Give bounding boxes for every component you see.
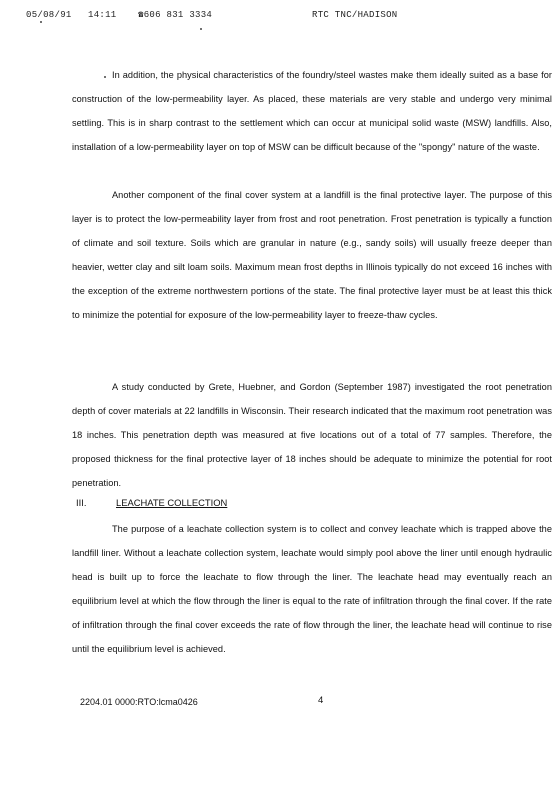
page-number: 4 (318, 695, 324, 706)
body-paragraph-2: Another component of the final cover system at a landfill is the final protective layer. The purpose of this layer is to protect the low-permeability layer from frost and root penetration. Frost penetration is typically a function of climate and soil texture. Soils which are granular in nature (e.g., sandy soils) will usually freeze deeper than heavier, wetter clay and silt loam soils. Maximum mean frost depths in Illinois typically do not exceed 16 inches with the exception of the extreme northwestern portions of the state. The final protective layer must be at least this thick to minimize the potential for exposure of the low-permeability layer to freeze-thaw cycles. (72, 190, 552, 320)
body-paragraph-3: A study conducted by Grete, Huebner, and Gordon (September 1987) investigated the root penetration depth of cover materials at 22 landfills in Wisconsin. Their research indicated that the maximum root penetration was 18 inches. This penetration depth was measured at five locations out of a total of 77 samples. Therefore, the proposed thickness for the final protective layer of 18 inches should be adequate to minimize the potential for root penetration. (72, 382, 552, 488)
section-title: LEACHATE COLLECTION (116, 497, 228, 508)
document-reference: 2204.01 0000:RTO:lcma0426 (80, 697, 198, 707)
fax-phone-number: ☎606 831 3334 (138, 10, 213, 20)
scan-speck (40, 21, 42, 23)
section-number: III. (76, 497, 87, 508)
fax-transmission-header (26, 10, 546, 24)
fax-recipient: RTC TNC/HADISON (312, 10, 398, 20)
body-paragraph-1: In addition, the physical characteristics of the foundry/steel wastes make them ideally suited as a base for construction of the low-permeability layer. As placed, these materials are very stable and undergo very minimal settling. This is in sharp contrast to the settlement which can occur at municipal solid waste (MSW) landfills. Also, installation of a low-permeability layer on top of MSW can be difficult because of the "spongy" nature of the waste. (72, 70, 552, 152)
fax-date: 05/08/91 (26, 10, 72, 20)
scan-speck (200, 28, 202, 30)
section-paragraph: The purpose of a leachate collection system is to collect and convey leachate which is trapped above the landfill liner. Without a leachate collection system, leachate would simply pool above the liner until enough hydraulic head is built up to force the leachate to flow through the liner. The leachate head may eventually reach an equilibrium level at which the flow through the liner is equal to the rate of infiltration through the final cover. If the rate of infiltration through the final cover exceeds the rate of flow through the liner, the leachate head will continue to rise until the equilibrium level is achieved. (72, 524, 552, 654)
fax-time: 14:11 (88, 10, 117, 20)
